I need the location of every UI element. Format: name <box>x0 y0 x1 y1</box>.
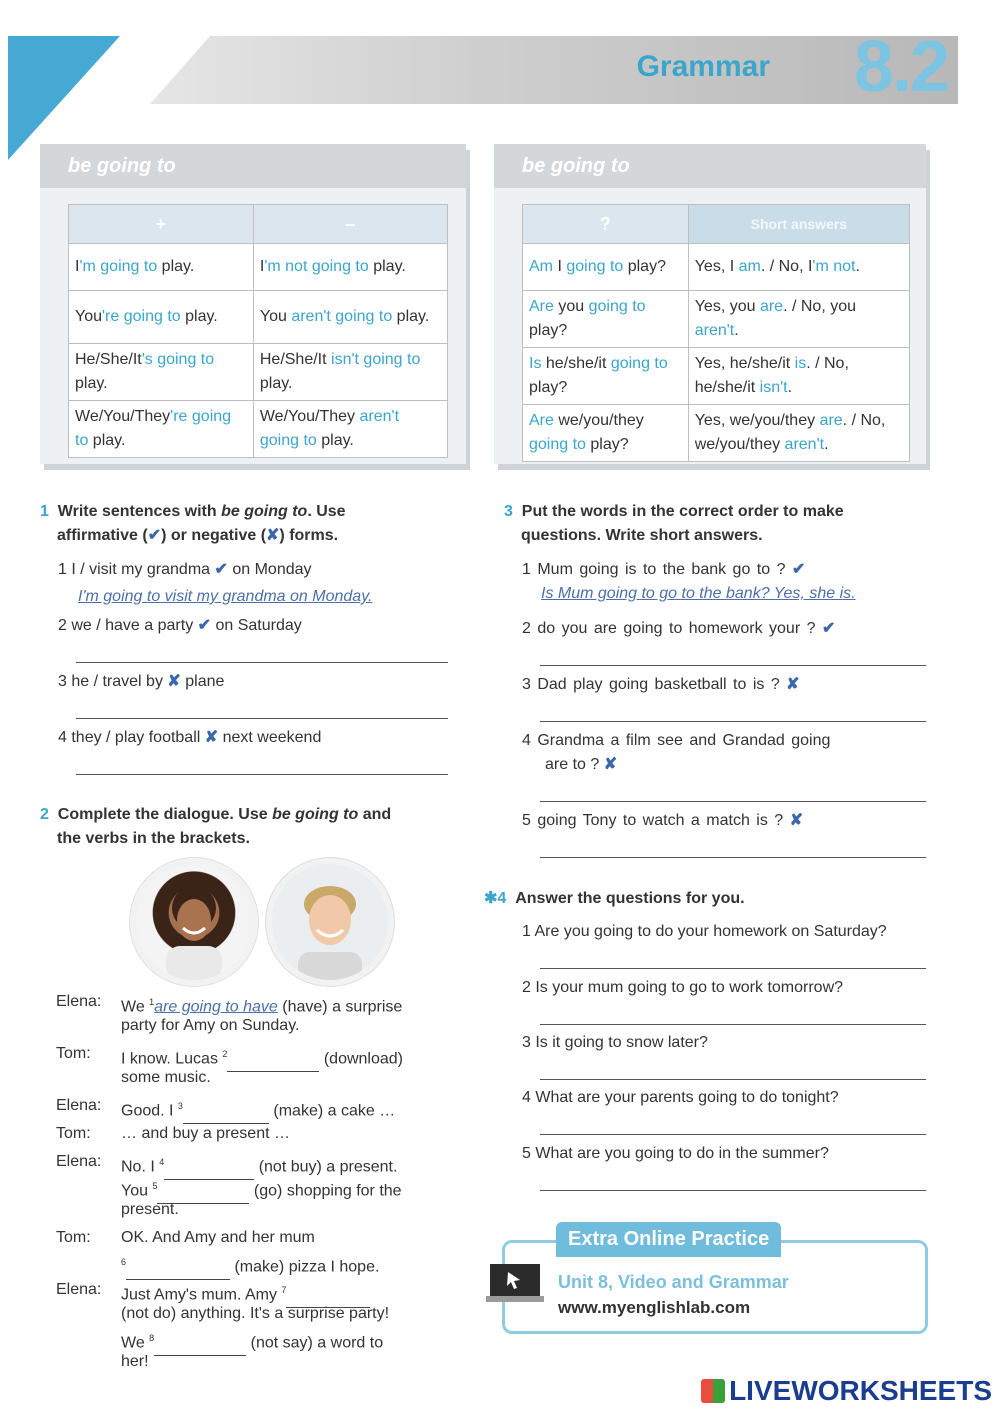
cross-icon: ✘ <box>789 812 804 829</box>
answer-line-3[interactable] <box>76 718 448 719</box>
question-text: What are your parents going to do tonight? <box>535 1089 839 1106</box>
answer-line-2[interactable] <box>540 665 926 666</box>
item-number: 1 <box>522 561 538 578</box>
table-cell: He/She/It's going to play. <box>69 344 254 401</box>
exercise-1-title: 1 Write sentences with be going to. Use affirmative (✔) or negative (✘) forms. <box>40 503 346 544</box>
cross-icon: ✘ <box>786 676 800 693</box>
tick-icon: ✔ <box>147 527 162 544</box>
item-prompt-end: on Saturday <box>211 617 302 634</box>
item-prompt: going Tony to watch a match is ? <box>537 812 790 829</box>
item-prompt: do you are going to homework your ? <box>537 620 822 637</box>
answer-line-3[interactable] <box>540 721 926 722</box>
exercise-4-question <box>522 1142 942 1166</box>
tick-icon: ✔ <box>791 561 806 578</box>
example-answer: Is Mum going to go to the bank? Yes, she is. <box>541 585 856 602</box>
answer-line-4[interactable] <box>76 774 448 775</box>
item-number: 4 <box>522 732 538 749</box>
column-header-short-answers: Short answers <box>688 205 909 244</box>
cross-icon: ✘ <box>204 729 219 746</box>
exercise-3-item <box>522 729 922 753</box>
answer-line-2[interactable] <box>76 662 448 663</box>
exercise-4-question <box>522 976 942 1000</box>
table-cell: He/She/It isn't going to play. <box>253 344 447 401</box>
item-number: 2 <box>58 617 72 634</box>
tick-icon: ✔ <box>821 620 836 637</box>
item-number: 4 <box>58 729 72 746</box>
exercise-number: 4 <box>497 890 507 907</box>
item-prompt: he / travel by <box>71 673 168 690</box>
exercise-4-question <box>522 1086 942 1110</box>
girl-avatar-icon <box>136 864 252 980</box>
exercise-1-item <box>58 614 458 638</box>
table-row <box>69 344 448 401</box>
unit-number: 8.2 <box>853 27 948 107</box>
table-cell: Am I going to play? <box>523 244 689 291</box>
question-text: Is it going to snow later? <box>535 1034 708 1051</box>
table-row <box>523 291 910 348</box>
table-row <box>69 244 448 291</box>
exercise-number: 2 <box>40 806 49 823</box>
table-cell: I'm going to play. <box>69 244 254 291</box>
speaker-name: Elena: <box>56 1097 102 1114</box>
exercise-1-item <box>58 670 458 694</box>
answer-blank[interactable] <box>126 1255 230 1280</box>
speaker-name: Tom: <box>56 1229 91 1246</box>
table-cell: I'm not going to play. <box>253 244 447 291</box>
table-cell: Yes, I am. / No, I'm not. <box>688 244 909 291</box>
item-prompt-end: on Monday <box>227 561 312 578</box>
item-prompt: Mum going is to the bank go to ? <box>537 561 792 578</box>
question-text: What are you going to do in the summer? <box>535 1145 829 1162</box>
exercise-3-item <box>522 558 922 582</box>
exercise-3-item <box>522 617 922 641</box>
liveworksheets-logo-icon <box>701 1379 725 1403</box>
extra-unit-text: Unit 8, Video and Grammar <box>558 1272 789 1292</box>
column-header-negative: – <box>253 205 447 244</box>
answer-line-2[interactable] <box>540 1024 926 1025</box>
answer-line-4[interactable] <box>540 801 926 802</box>
table-cell: You're going to play. <box>69 291 254 344</box>
table-cell: Yes, you are. / No, you aren't. <box>688 291 909 348</box>
speaker-name: Tom: <box>56 1045 91 1062</box>
column-header-question: ? <box>523 205 689 244</box>
table-cell: Yes, he/she/it is. / No, he/she/it isn't. <box>688 348 909 405</box>
exercise-3-title: 3 Put the words in the correct order to make questions. Write short answers. <box>504 503 844 544</box>
item-prompt: I / visit my grandma <box>71 561 215 578</box>
extra-practice-tab: Extra Online Practice <box>556 1222 781 1257</box>
exercise-2-title: 2 Complete the dialogue. Use be going to and the verbs in the brackets. <box>40 806 392 847</box>
item-prompt-end: plane <box>180 673 225 690</box>
photo-tom <box>266 858 394 986</box>
boy-avatar-icon <box>272 864 388 980</box>
speaker-name: Elena: <box>56 993 102 1010</box>
grammar-table-right <box>522 204 910 462</box>
question-text: Is your mum going to go to work tomorrow? <box>535 979 844 996</box>
item-number: 2 <box>522 620 538 637</box>
exercise-1-item <box>58 726 458 750</box>
table-cell: Yes, we/you/they are. / No, we/you/they aren't. <box>688 405 909 462</box>
exercise-3-item <box>522 673 922 697</box>
table-cell: Are we/you/they going to play? <box>523 405 689 462</box>
example-answer: are going to have <box>154 998 278 1016</box>
speaker-name: Elena: <box>56 1281 102 1298</box>
exercise-4-question <box>522 920 942 944</box>
exercise-number: 3 <box>504 503 513 520</box>
exercise-3-item-cont <box>545 753 925 777</box>
item-number: 1 <box>522 923 535 940</box>
cross-icon: ✘ <box>603 756 618 773</box>
item-number: 2 <box>522 979 536 996</box>
item-number: 3 <box>522 676 538 693</box>
exercise-1-item <box>58 558 458 582</box>
table-cell: We/You/They're going to play. <box>69 401 254 458</box>
column-header-affirmative: + <box>69 205 254 244</box>
table-cell: You aren't going to play. <box>253 291 447 344</box>
item-number: 5 <box>522 1145 536 1162</box>
grammar-box-title: be going to <box>40 144 466 188</box>
answer-line-1[interactable] <box>540 968 926 969</box>
table-row <box>69 401 448 458</box>
answer-line-5[interactable] <box>540 1190 926 1191</box>
page-title: Grammar <box>636 50 770 83</box>
answer-line-4[interactable] <box>540 1134 926 1135</box>
tick-icon: ✔ <box>214 561 228 578</box>
table-cell: Is he/she/it going to play? <box>523 348 689 405</box>
answer-line-5[interactable] <box>540 857 926 858</box>
star-icon: ✱ <box>484 890 498 907</box>
item-prompt: Grandma a film see and Grandad going <box>537 732 831 749</box>
example-answer: I'm going to visit my grandma on Monday. <box>78 588 373 605</box>
exercise-4-question <box>522 1031 942 1055</box>
speaker-name: Elena: <box>56 1153 102 1170</box>
header-corner-triangle <box>8 36 120 160</box>
table-cell: Are you going to play? <box>523 291 689 348</box>
item-prompt: are to ? <box>545 756 604 773</box>
item-prompt-end: next weekend <box>218 729 322 746</box>
table-row <box>69 291 448 344</box>
cross-icon: ✘ <box>167 673 181 690</box>
question-text: Are you going to do your homework on Saturday? <box>534 923 887 940</box>
table-row <box>523 405 910 462</box>
header-band <box>150 36 958 104</box>
answer-line-3[interactable] <box>540 1079 926 1080</box>
cross-icon: ✘ <box>266 527 280 544</box>
exercise-4-title: ✱4 Answer the questions for you. <box>484 890 745 907</box>
photo-elena <box>130 858 258 986</box>
answer-blank[interactable] <box>183 1099 269 1124</box>
extra-url-link[interactable]: www.myenglishlab.com <box>558 1298 751 1317</box>
tick-icon: ✔ <box>197 617 212 634</box>
exercise-number: 1 <box>40 503 49 520</box>
grammar-table-left <box>68 204 448 458</box>
item-prompt: Dad play going basketball to is ? <box>537 676 787 693</box>
item-prompt: we / have a party <box>71 617 198 634</box>
laptop-icon <box>486 1262 544 1308</box>
table-cell: We/You/They aren't going to play. <box>253 401 447 458</box>
liveworksheets-logo: LIVEWORKSHEETS <box>701 1375 992 1407</box>
grammar-box-title: be going to <box>494 144 926 188</box>
table-row <box>523 244 910 291</box>
item-number: 5 <box>522 812 538 829</box>
exercise-3-item <box>522 809 922 833</box>
table-row <box>523 348 910 405</box>
item-number: 1 <box>58 561 72 578</box>
item-number: 3 <box>522 1034 536 1051</box>
item-number: 3 <box>58 673 72 690</box>
speaker-name: Tom: <box>56 1125 91 1142</box>
item-number: 4 <box>522 1089 536 1106</box>
item-prompt: they / play football <box>71 729 205 746</box>
